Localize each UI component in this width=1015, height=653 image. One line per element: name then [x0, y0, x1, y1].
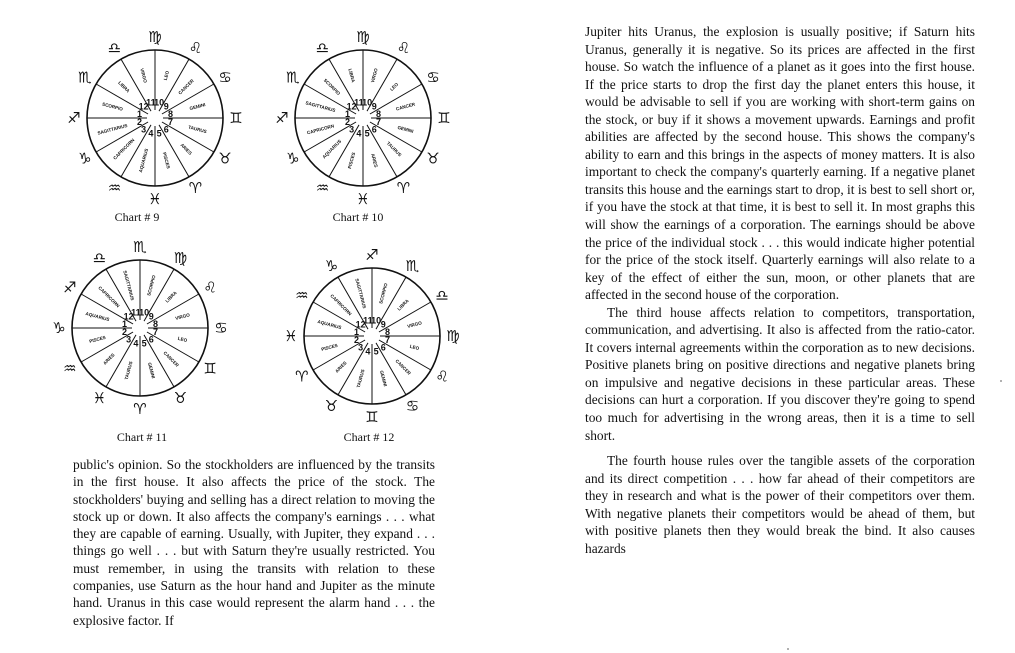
house-number: 4: [365, 346, 371, 357]
sign-label: PISCES: [161, 151, 171, 170]
sign-label: LIBRA: [396, 298, 410, 312]
house-number: 9: [380, 319, 386, 330]
zodiac-glyph-icon: ♉: [173, 389, 188, 408]
house-number: 6: [163, 124, 169, 135]
sign-label: GEMINI: [396, 124, 415, 134]
sign-label: CANCER: [395, 101, 416, 112]
sign-label: CAPRICORN: [306, 123, 335, 136]
chart-10: [263, 30, 463, 205]
house-number: 8: [375, 108, 381, 119]
house-number: 7: [167, 117, 173, 128]
sign-label: CANCER: [394, 358, 412, 376]
house-number: 10: [362, 97, 373, 108]
house-number: 1: [354, 326, 360, 337]
sign-label: LEO: [177, 335, 188, 344]
sign-label: AQUARIUS: [317, 319, 342, 331]
zodiac-glyph-icon: ♏: [286, 68, 300, 87]
house-number: 9: [148, 311, 154, 322]
house-number: 11: [131, 307, 141, 318]
zodiac-glyph-icon: ♊: [203, 359, 217, 378]
zodiac-glyph-icon: ♐: [63, 278, 77, 297]
zodiac-glyph-icon: ♍: [148, 30, 162, 46]
house-number: 3: [141, 124, 147, 135]
zodiac-glyph-icon: ♏: [405, 256, 420, 275]
sign-label: PISCES: [347, 151, 357, 170]
zodiac-glyph-icon: ♒: [107, 179, 122, 198]
zodiac-glyph-icon: ♌: [435, 367, 449, 386]
sign-label: GEMINI: [378, 369, 388, 388]
house-number: 7: [375, 117, 381, 128]
sign-label: SCORPIO: [322, 77, 342, 97]
chart-11: [40, 240, 240, 415]
chart-wheel: [263, 30, 463, 205]
zodiac-glyph-icon: ♊: [229, 109, 243, 127]
sign-label: CANCER: [177, 78, 195, 96]
zodiac-glyph-icon: ♑: [52, 319, 66, 337]
house-number: 2: [137, 117, 143, 128]
sign-label: AQUARIUS: [85, 311, 110, 323]
sign-label: VIRGO: [174, 312, 191, 321]
sign-label: CAPRICORN: [329, 293, 353, 317]
house-number: 7: [152, 327, 158, 338]
chart-9: [55, 30, 255, 205]
sign-label: ARIES: [334, 360, 348, 374]
paragraph: The fourth house rules over the tangible assets of the corporation and its direct competition . . . how far ahead of their competitors are they in research and what is the power of their competitors over them. With negative planets their competitors would be ahead of them, but with positive planets then they would break the bind. It also causes hazards: [585, 453, 975, 556]
sign-label: SCORPIO: [378, 282, 389, 305]
zodiac-glyph-icon: ♈: [396, 179, 411, 198]
chart-wheel: [40, 240, 240, 415]
house-number: 4: [133, 338, 139, 349]
zodiac-glyph-icon: ♓: [356, 190, 370, 205]
house-number: 1: [122, 318, 128, 329]
sign-label: AQUARIUS: [138, 148, 150, 173]
sign-label: LEO: [409, 343, 420, 352]
sign-label: LIBRA: [164, 290, 178, 304]
sign-label: VIRGO: [406, 320, 423, 329]
paragraph: The third house affects relation to competitors, transportation, communication, and advertising. It also is affected from the ratio-cator. It covers internal agreements within the corporation as to new decisions. Positive planets bring on positive directions and negative planets bring on impulsive and negative decisions in these particular areas. These decisions can hurt a corporation. If you discover they're going to spend too much for advertising in the wrong areas, then it is a time to sell short.: [585, 304, 975, 443]
zodiac-glyph-icon: ♏: [78, 68, 92, 87]
house-number: 6: [148, 334, 154, 345]
sign-label: CAPRICORN: [97, 285, 121, 309]
sign-label: SAGITTARIUS: [354, 277, 368, 310]
zodiac-glyph-icon: ♍: [356, 30, 370, 46]
sign-label: VIRGO: [370, 67, 379, 84]
house-number: 2: [345, 117, 351, 128]
zodiac-glyph-icon: ♑: [286, 149, 300, 168]
sign-label: TAURUS: [187, 124, 208, 135]
zodiac-glyph-icon: ♍: [173, 248, 188, 267]
zodiac-glyph-icon: ♓: [92, 389, 107, 408]
sign-label: LIBRA: [347, 68, 356, 83]
page-speck: [1000, 380, 1002, 382]
sign-label: LEO: [162, 70, 171, 81]
zodiac-glyph-icon: ♈: [188, 179, 203, 198]
zodiac-glyph-icon: ♉: [218, 149, 232, 168]
paragraph: public's opinion. So the stockholders are influenced by the transits in the first house. It also affects the price of the stock. The stockholders' buying and selling has a direct relation to moving the stock up or down. It also affects the company's earnings . . . what they are capable of earning. Usually, with Jupiter, they expand . . . things go well . . . but with Saturn they're usually restricted. You must remember, in using the transits with relation to these companies, use Saturn as the hour hand and Jupiter as the minute hand. Uranus in this case would represent the alarm hand . . . the explosive factor. If: [73, 457, 435, 628]
sign-label: GEMINI: [188, 102, 207, 112]
left-page: [0, 0, 505, 653]
zodiac-glyph-icon: ♈: [295, 367, 309, 386]
zodiac-glyph-icon: ♎: [107, 38, 122, 57]
chart-wheel: [55, 30, 255, 205]
paragraph: Jupiter hits Uranus, the explosion is usually positive; if Saturn hits Uranus, generally it is negative. So its prices are affected in the first house. So watch the influence of a planet as it goes into the first house. If the price starts to drop the first day the planet enters this house, it would be advisable to sell if you are working with short-term gains on the stock, or buy if it shows a movement upwards. Earnings and profit abilities are affected by the second house. This shows the company's ability to earn and this brings in the aspects of money matters. It is also important to check the company's quarterly earning. If a negative planet transits this house and the earnings start to drop, it is best to sell short or, if you have the stock at that time, it is best to sell it. In most graphs this will show the earnings of a corporation. The earnings should be above the price of the individual stock . . . this would indicate higher potential for the price of the stock itself. Quarterly earnings will also relate to a key of the effect of either the sun, moon, or other planets that are affected in the second house of the corporation.: [585, 24, 975, 303]
zodiac-glyph-icon: ♉: [324, 397, 339, 416]
sign-label: CANCER: [162, 350, 180, 368]
zodiac-glyph-icon: ♌: [203, 278, 217, 297]
house-number: 5: [364, 128, 370, 139]
chart-caption: Chart # 10: [332, 210, 384, 224]
sign-label: LIBRA: [117, 80, 131, 94]
chart-12: [272, 248, 472, 423]
house-number: 11: [363, 315, 373, 326]
zodiac-glyph-icon: ♓: [148, 190, 162, 205]
house-number: 10: [371, 315, 382, 326]
right-body-text: [585, 23, 975, 557]
chart-wheel: [272, 248, 472, 423]
zodiac-glyph-icon: ♋: [426, 68, 440, 87]
zodiac-glyph-icon: ♎: [92, 248, 107, 267]
house-number: 10: [154, 97, 165, 108]
left-body-text: [73, 456, 435, 629]
zodiac-glyph-icon: ♋: [214, 319, 228, 337]
house-number: 12: [123, 311, 134, 322]
sign-label: ARIES: [102, 352, 116, 366]
house-number: 2: [122, 327, 128, 338]
house-number: 12: [346, 101, 357, 112]
house-number: 10: [139, 307, 150, 318]
zodiac-glyph-icon: ♒: [315, 179, 330, 198]
house-number: 4: [148, 128, 154, 139]
house-number: 7: [384, 335, 390, 346]
zodiac-glyph-icon: ♎: [435, 286, 449, 305]
zodiac-glyph-icon: ♑: [324, 256, 339, 275]
sign-label: GEMINI: [146, 361, 156, 380]
zodiac-glyph-icon: ♊: [437, 109, 451, 127]
sign-label: TAURUS: [385, 140, 403, 158]
zodiac-glyph-icon: ♒: [63, 359, 77, 378]
sign-label: LEO: [389, 81, 400, 92]
sign-label: SCORPIO: [146, 274, 157, 297]
sign-label: CAPRICORN: [112, 137, 136, 161]
right-page: [505, 0, 1015, 653]
sign-label: PISCES: [320, 342, 339, 352]
sign-label: VIRGO: [139, 67, 148, 84]
house-number: 2: [354, 335, 360, 346]
sign-label: ARIES: [179, 142, 193, 156]
zodiac-glyph-icon: ♒: [295, 286, 309, 305]
house-number: 6: [380, 342, 386, 353]
zodiac-glyph-icon: ♏: [133, 240, 147, 256]
chart-caption: Chart # 12: [343, 430, 395, 444]
sign-label: SCORPIO: [101, 101, 124, 112]
zodiac-glyph-icon: ♉: [426, 149, 440, 168]
sign-label: AQUARIUS: [321, 138, 343, 160]
house-number: 1: [345, 108, 351, 119]
house-number: 3: [126, 334, 132, 345]
zodiac-glyph-icon: ♐: [67, 109, 81, 127]
house-number: 5: [156, 128, 162, 139]
chart-caption: Chart # 9: [114, 210, 160, 224]
house-number: 1: [137, 108, 143, 119]
house-number: 12: [355, 319, 366, 330]
zodiac-glyph-icon: ♓: [284, 327, 298, 345]
zodiac-glyph-icon: ♊: [365, 408, 379, 423]
sign-label: SAGITTARIUS: [96, 122, 129, 136]
page-speck: [787, 648, 789, 650]
zodiac-glyph-icon: ♌: [396, 38, 411, 57]
house-number: 12: [138, 101, 149, 112]
zodiac-glyph-icon: ♋: [218, 68, 232, 87]
house-number: 5: [141, 338, 147, 349]
house-number: 9: [371, 101, 377, 112]
sign-label: TAURUS: [123, 360, 134, 381]
sign-label: SAGITTARIUS: [304, 100, 337, 114]
house-number: 3: [349, 124, 355, 135]
house-number: 6: [371, 124, 377, 135]
house-number: 11: [354, 97, 364, 108]
house-number: 11: [146, 97, 156, 108]
house-number: 4: [356, 128, 362, 139]
house-number: 8: [152, 318, 158, 329]
sign-label: ARIES: [370, 153, 379, 168]
chart-caption: Chart # 11: [116, 430, 168, 444]
zodiac-glyph-icon: ♑: [78, 149, 92, 168]
zodiac-glyph-icon: ♌: [188, 38, 203, 57]
house-number: 8: [167, 108, 173, 119]
house-number: 3: [358, 342, 364, 353]
house-number: 5: [373, 346, 379, 357]
sign-label: SAGITTARIUS: [122, 269, 136, 302]
house-number: 8: [384, 326, 390, 337]
sign-label: TAURUS: [355, 368, 366, 389]
house-number: 9: [163, 101, 169, 112]
sign-label: PISCES: [88, 334, 107, 344]
zodiac-glyph-icon: ♈: [133, 400, 147, 415]
zodiac-glyph-icon: ♍: [446, 327, 460, 345]
zodiac-glyph-icon: ♋: [405, 397, 420, 416]
zodiac-glyph-icon: ♐: [365, 248, 379, 264]
zodiac-glyph-icon: ♎: [315, 38, 330, 57]
zodiac-glyph-icon: ♐: [275, 109, 289, 127]
